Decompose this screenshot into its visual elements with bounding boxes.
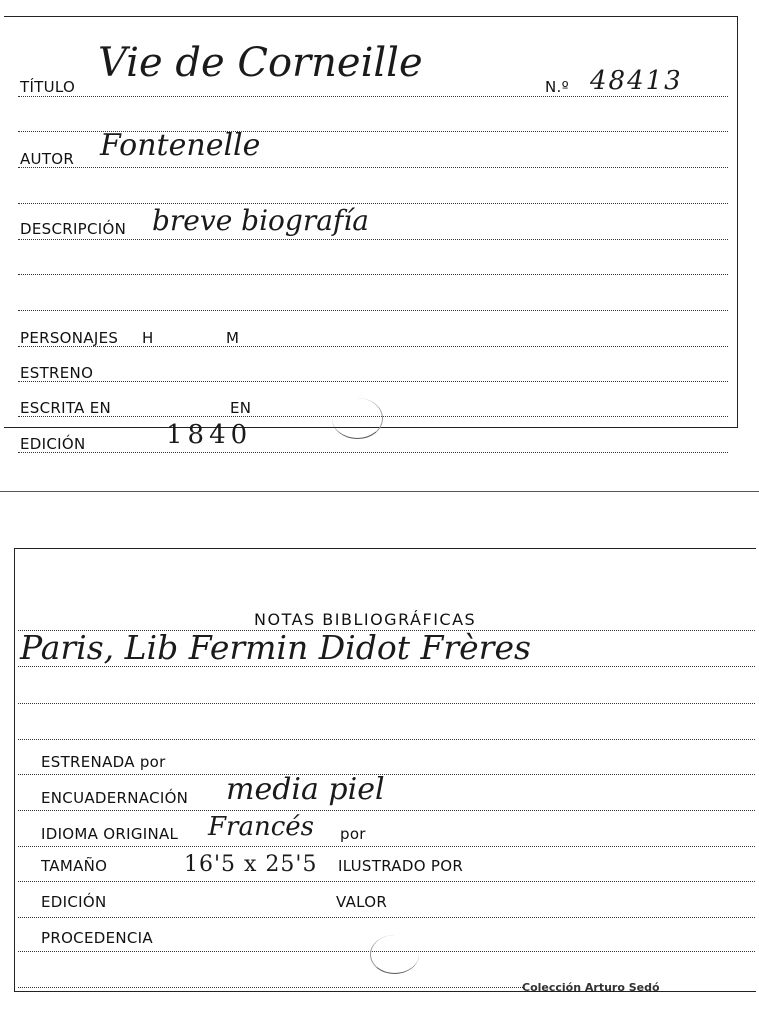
personajes-label: PERSONAJES — [20, 329, 119, 347]
collection-stamp: Colección Arturo Sedó — [522, 981, 660, 994]
notas-value: Paris, Lib Fermin Didot Frères — [20, 628, 531, 667]
rule-line — [18, 274, 728, 275]
numero-label: N.º — [545, 78, 569, 96]
estrenada-label: ESTRENADA por — [41, 753, 166, 771]
estreno-label: ESTRENO — [20, 364, 94, 382]
rule-line — [18, 452, 728, 453]
notas-heading: NOTAS BIBLIOGRÁFICAS — [254, 610, 477, 629]
rule-line — [18, 310, 728, 311]
rule-line — [18, 739, 755, 740]
rule-line — [18, 239, 728, 240]
titulo-value: Vie de Corneille — [98, 40, 423, 86]
rule-line — [18, 774, 755, 775]
rule-line — [18, 810, 755, 811]
edicion-back-label: EDICIÓN — [41, 893, 107, 911]
rule-line — [18, 917, 755, 918]
rule-line — [18, 167, 728, 168]
edicion-value: 1840 — [166, 420, 253, 450]
personajes-m-label: M — [226, 329, 240, 347]
ink-smudge — [370, 935, 419, 974]
rule-line — [18, 381, 728, 382]
ilustrado-label: ILUSTRADO POR — [338, 857, 464, 875]
tamano-label: TAMAÑO — [41, 857, 108, 875]
ink-smudge — [332, 398, 383, 439]
edicion-label: EDICIÓN — [20, 435, 86, 453]
escrita-en-label: ESCRITA EN — [20, 399, 112, 417]
escrita-en-second-label: EN — [230, 399, 252, 417]
rule-line — [18, 203, 728, 204]
idioma-por-label: por — [340, 825, 366, 843]
personajes-h-label: H — [142, 329, 154, 347]
encuadernacion-value: media piel — [226, 772, 385, 807]
rule-line — [18, 881, 755, 882]
idioma-label: IDIOMA ORIGINAL — [41, 825, 179, 843]
descripcion-label: DESCRIPCIÓN — [20, 220, 127, 238]
idioma-value: Francés — [208, 812, 315, 842]
rule-line — [18, 96, 728, 97]
valor-label: VALOR — [336, 893, 388, 911]
card-separator — [0, 491, 759, 492]
rule-line — [18, 987, 523, 988]
tamano-value: 16'5 x 25'5 — [184, 852, 318, 877]
rule-line — [18, 346, 728, 347]
titulo-label: TÍTULO — [20, 78, 76, 96]
autor-label: AUTOR — [20, 150, 75, 168]
rule-line — [18, 846, 755, 847]
autor-value: Fontenelle — [100, 128, 261, 163]
numero-value: 48413 — [590, 66, 683, 96]
descripcion-value: breve biografía — [152, 204, 369, 237]
procedencia-label: PROCEDENCIA — [41, 929, 153, 947]
encuadernacion-label: ENCUADERNACIÓN — [41, 789, 189, 807]
rule-line — [18, 703, 755, 704]
